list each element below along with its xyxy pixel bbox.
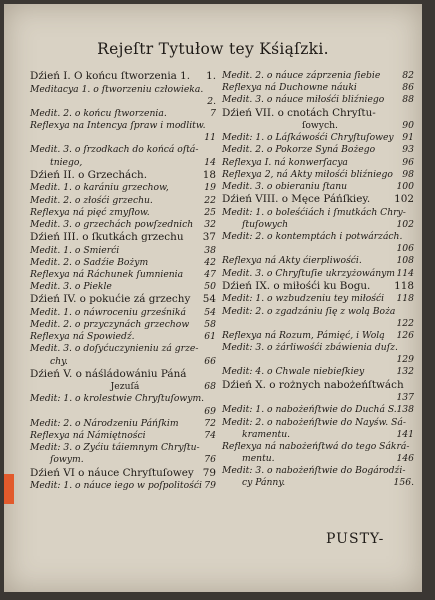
page-tab-marker (4, 474, 14, 504)
index-entry (222, 330, 418, 342)
entry-title: ſtuſowych (242, 218, 289, 230)
index-entry (30, 157, 220, 169)
index-entry (222, 107, 418, 121)
index-entry (30, 269, 220, 281)
entry-title: Medit: 2. o zgadzániu ſię z wolą Boża (222, 305, 396, 317)
entry-title: Reflexya ná Ráchunek ſumnienia (30, 268, 184, 280)
entry-page-number: 88 (402, 94, 414, 106)
index-entry (222, 169, 418, 181)
entry-title: Medit: 1. o Láſkáwośći Chryſtuſowey (222, 132, 394, 144)
entry-title: Medit. 2. o złośći grzechu. (30, 194, 153, 206)
entry-page-number: 19 (204, 182, 216, 194)
entry-page-number: 1. (206, 70, 216, 82)
entry-title: Medit: 1. o boleśćiách i ſmutkách Chry- (222, 206, 406, 218)
entry-page-number: 74 (204, 430, 216, 441)
entry-title: Medit. 3. o obieraniu ſtanu (222, 181, 348, 192)
entry-title: Medit. 3. o Chryſtuſie ukrzyżowánym (222, 267, 396, 279)
entry-title: Dźień III. o ſkutkách grzechu (30, 231, 184, 244)
index-column-right (222, 70, 418, 490)
entry-title: Medit. 2. o Pokorze Syná Bożego (222, 144, 376, 156)
entry-page-number: 82 (402, 70, 414, 81)
entry-page-number: 68 (204, 381, 216, 393)
entry-title: Reflexya na Intencya ſpraw i modlitw. (30, 120, 206, 132)
entry-page-number: 47 (204, 268, 216, 280)
entry-title: Medit. 2. o náuce záprzenia ſiebie (222, 70, 381, 81)
index-entry (30, 343, 220, 355)
index-entry (30, 84, 220, 96)
entry-title: Medit. 3. o ſrzodkach do końcá oſtá- (30, 144, 199, 156)
index-entry (30, 219, 220, 231)
entry-page-number: 129 (396, 354, 414, 366)
index-entry (30, 108, 220, 120)
entry-page-number: 79 (204, 480, 216, 492)
entry-page-number: 132 (396, 366, 414, 378)
index-entry (30, 381, 220, 393)
entry-page-number: 102 (396, 218, 414, 230)
index-entry (222, 379, 418, 393)
index-entry (30, 331, 220, 343)
index-entry (222, 70, 418, 82)
entry-title: Reflexya ná Spowiedź. (30, 331, 135, 343)
index-entry (222, 441, 418, 453)
index-entry (30, 454, 220, 466)
index-entry (30, 406, 220, 418)
entry-page-number: 90 (402, 120, 414, 132)
entry-title: cy Pánny. (242, 477, 286, 489)
index-entry (30, 169, 220, 183)
entry-page-number: 122 (396, 317, 414, 329)
entry-page-number: 86 (402, 82, 414, 94)
entry-title: Medit. 1. o karániu grzechow, (30, 182, 169, 194)
entry-title: Medit: 3. o Zyćiu táiemnym Chryſtu- (30, 442, 200, 454)
index-entry (30, 182, 220, 194)
entry-page-number: 106 (396, 243, 414, 255)
entry-title: Dźień IX. o miłośći ku Bogu. (222, 279, 371, 292)
entry-title: Jezuſá (110, 381, 140, 393)
index-entry (30, 480, 220, 492)
entry-page-number: 137 (396, 392, 414, 404)
entry-page-number: 118 (394, 279, 414, 292)
index-entry (30, 132, 220, 144)
entry-title: Reflexya I. ná konwerſacya (222, 156, 348, 168)
entry-page-number: 114 (396, 267, 414, 279)
entry-title: Medit: 1. o náuce iego w poſpolitośći (30, 480, 202, 492)
entry-title: Meditacya 1. o ſtworzeniu człowieka. (30, 83, 204, 95)
index-entry (30, 368, 220, 382)
entry-page-number: 91 (402, 132, 414, 144)
index-entry (222, 306, 418, 318)
entry-page-number: 58 (204, 319, 216, 330)
index-entry (222, 404, 418, 416)
index-entry (222, 219, 418, 231)
entry-title: Medit: 4. o Chwale niebieſkiey (222, 366, 365, 378)
index-entry (30, 356, 220, 368)
entry-title: Medit. 3. o Piekle (30, 281, 112, 293)
index-entry (30, 70, 220, 84)
entry-title: Medit. 1. o náwroceniu grześniká (30, 306, 186, 318)
index-entry (222, 82, 418, 94)
index-entry (222, 231, 418, 243)
entry-title: ſowych. (302, 120, 338, 132)
index-entry (222, 243, 418, 255)
entry-page-number: 93 (402, 144, 414, 156)
entry-page-number: 118 (396, 293, 414, 305)
index-entry (30, 307, 220, 319)
index-entry (30, 231, 220, 245)
entry-page-number: 98 (402, 168, 414, 180)
index-entry (30, 430, 220, 442)
index-entry (222, 181, 418, 193)
entry-title: Medit. 3. o grzechách powſzednich (30, 218, 194, 230)
index-entry (30, 245, 220, 257)
entry-page-number: 14 (204, 156, 216, 168)
entry-title: Medit. 2. o Sadźie Bożym (30, 256, 149, 268)
entry-title: Dźień IV. o pokućie zá grzechy (30, 293, 191, 306)
entry-page-number: 37 (202, 231, 216, 244)
entry-page-number: 18 (202, 168, 216, 181)
index-entry (222, 417, 418, 429)
index-entry (30, 319, 220, 331)
entry-title: Medit: 3. o żárliwośći zbáwienia duſz. (222, 342, 398, 354)
entry-title: Reflexya 2, ná Akty miłośći bliźniego (222, 168, 393, 180)
index-entry (30, 96, 220, 108)
index-entry (30, 207, 220, 219)
entry-page-number: 141 (396, 428, 414, 440)
entry-title: Reflexya ná Rozum, Pámięć, i Wolą (222, 329, 385, 341)
index-entry (30, 293, 220, 307)
index-entry (222, 453, 418, 465)
entry-page-number: 69 (204, 405, 216, 417)
entry-title: Medit. 2. o przyczynách grzechow (30, 319, 190, 330)
index-entry (30, 442, 220, 454)
entry-title: Dźień I. O końcu ſtworzenia 1. (30, 70, 191, 82)
entry-title: Medit: 1. o wzbudzeniu tey miłośći (222, 293, 385, 305)
entry-page-number: 61 (204, 331, 216, 343)
index-entry (222, 268, 418, 280)
index-entry (30, 120, 220, 132)
entry-page-number: 102 (394, 193, 414, 206)
entry-title: Medit: 2. o kontemptách i potwárzách. (222, 231, 403, 243)
entry-title: kramentu. (242, 428, 291, 440)
index-entry (222, 120, 418, 132)
index-entry (222, 207, 418, 219)
index-entry (222, 293, 418, 305)
entry-title: Dźień X. o rożnych nabożeńſtwách (222, 378, 404, 391)
entry-title: tniego, (50, 156, 83, 168)
index-entry (30, 281, 220, 293)
page-title: Rejeſtr Tytułow tey Kśiąſzki. (97, 40, 329, 58)
entry-title: Medit: 3. o nabożeńſtwie do Bogárodźi- (222, 465, 406, 477)
entry-page-number: 25 (204, 206, 216, 218)
catchword: PUSTY- (326, 531, 385, 547)
index-entry (222, 465, 418, 477)
entry-title: Dźień VIII. o Męce Páńſkiey. (222, 193, 371, 206)
entry-page-number: 50 (204, 281, 216, 293)
entry-page-number: 76 (204, 454, 216, 466)
entry-title: Reflexya ná Námiętności (30, 430, 146, 441)
entry-page-number: 54 (202, 293, 216, 306)
entry-title: chy. (50, 355, 68, 367)
entry-title: Reflexya ná Duchowne náuki (222, 82, 357, 94)
entry-page-number: 100 (396, 181, 414, 192)
index-entry (222, 132, 418, 144)
entry-page-number: 7 (210, 107, 216, 119)
entry-page-number: 2. (207, 95, 216, 107)
entry-page-number: 38 (204, 244, 216, 256)
entry-page-number: 146 (396, 453, 414, 465)
entry-title: Dźień V. o náśládowániu Páná (30, 367, 187, 380)
index-entry (30, 257, 220, 269)
entry-page-number: 79 (202, 466, 216, 479)
entry-title: Medit. 2. o końcu ſtworzenia. (30, 107, 167, 119)
entry-title: Reflexya ná nabożeńſtwá do tego Sákrá- (222, 440, 410, 452)
entry-title: mentu. (242, 453, 275, 465)
index-entry (30, 195, 220, 207)
entry-title: Dźień II. o Grzechách. (30, 168, 148, 181)
entry-page-number: 32 (204, 218, 216, 230)
index-entry (222, 157, 418, 169)
entry-title: Medit: 2. o Národzeniu Páńſkim (30, 417, 179, 429)
entry-page-number: 72 (204, 417, 216, 429)
entry-title: Medit. 3. o doſyćuczynieniu zá grze- (30, 343, 199, 355)
index-entry (222, 392, 418, 404)
entry-title: Medit. 3. o náuce miłośći bliźniego (222, 94, 385, 106)
index-entry (222, 280, 418, 294)
index-column-left (30, 70, 220, 492)
entry-title: Medit. 1. o Smierći (30, 244, 120, 256)
entry-page-number: 42 (204, 256, 216, 268)
entry-page-number: 11 (204, 132, 216, 144)
index-entry (222, 94, 418, 106)
entry-page-number: 156. (393, 477, 414, 489)
entry-title: Medit: 1. o nabożeńſtwie do Duchá S. (222, 404, 397, 416)
entry-page-number: 96 (402, 156, 414, 168)
index-entry (30, 418, 220, 430)
entry-title: Reflexya ná pięć zmyſłow. (30, 206, 150, 218)
entry-title: Medit: 2. o nabożeńſtwie do Nayśw. Sá- (222, 416, 407, 428)
entry-title: Reflexya ná Akty ćierpliwośći. (222, 255, 362, 267)
index-entry (222, 354, 418, 366)
entry-page-number: 66 (204, 355, 216, 367)
index-entry (30, 393, 220, 405)
index-entry (222, 366, 418, 378)
index-entry (222, 342, 418, 354)
entry-page-number: 126 (396, 329, 414, 341)
entry-title: Dźień VI o náuce Chryſtuſowey (30, 466, 194, 479)
index-entry (222, 429, 418, 441)
entry-title: Medit: 1. o krolestwie Chryſtuſowym. (30, 393, 205, 405)
index-entry (222, 193, 418, 207)
index-entry (222, 477, 418, 489)
book-page (4, 4, 422, 592)
entry-title: ſowym. (50, 454, 84, 466)
entry-page-number: 22 (204, 194, 216, 206)
index-entry (222, 144, 418, 156)
index-entry (222, 318, 418, 330)
index-entry (222, 255, 418, 267)
entry-page-number: 138 (396, 404, 414, 416)
entry-page-number: 108 (396, 255, 414, 267)
entry-title: Dźień VII. o cnotách Chryſtu- (222, 106, 376, 119)
entry-page-number: 54 (204, 306, 216, 318)
index-entry (30, 467, 220, 481)
index-entry (30, 144, 220, 156)
